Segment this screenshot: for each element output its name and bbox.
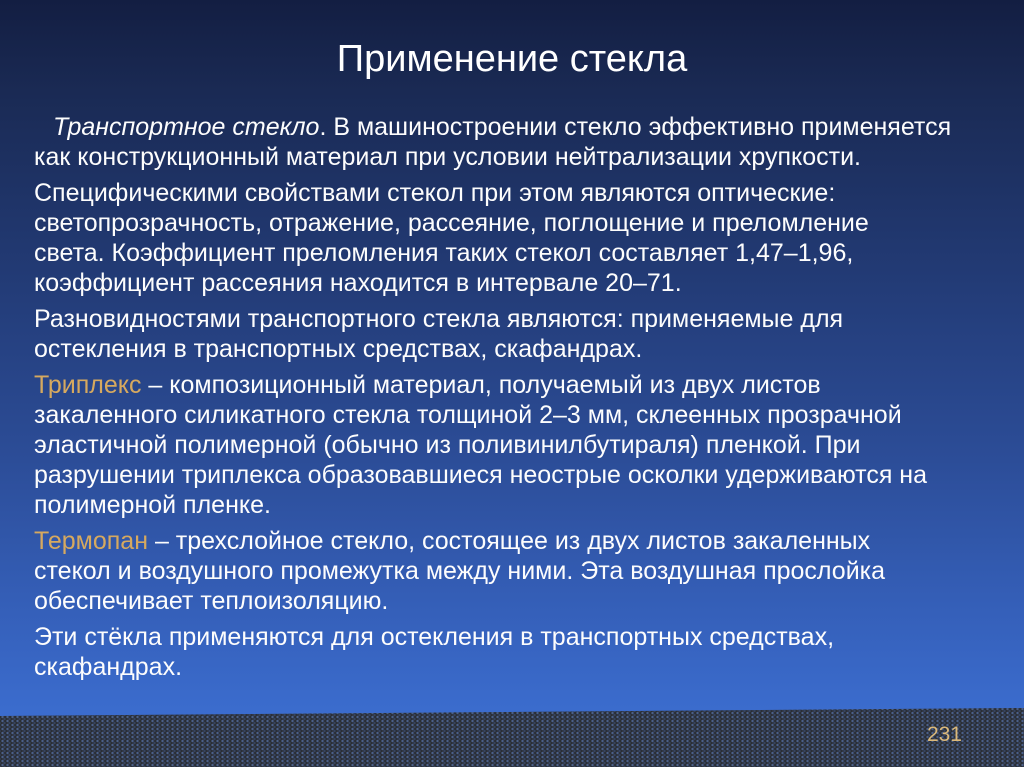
text-segment: – композиционный материал, получаемый из двух листов	[141, 371, 821, 399]
text-segment: стекол и воздушного промежутка между ними. Эта воздушная прослойка	[34, 557, 886, 585]
slide-title: Применение стекла	[336, 38, 688, 80]
text-segment: . В машиностроении стекло эффективно применяется	[319, 113, 952, 141]
text-line	[34, 334, 996, 364]
text-line	[34, 268, 996, 298]
text-segment: как конструкционный материал при условии нейтрализации хрупкости.	[34, 143, 862, 171]
text-segment: скафандрах.	[34, 653, 183, 681]
text-line	[34, 304, 996, 334]
text-line	[34, 238, 996, 268]
text-line	[34, 490, 996, 520]
text-line	[34, 556, 996, 586]
text-segment: Разновидностями транспортного стекла являются: применяемые для	[34, 305, 844, 333]
paragraph	[34, 622, 996, 682]
text-segment: Специфическими свойствами стекол при этом являются оптические:	[34, 179, 836, 207]
page-number: 231	[926, 723, 962, 746]
slide-body	[34, 112, 996, 688]
text-line	[34, 400, 996, 430]
text-line	[34, 178, 996, 208]
paragraph	[34, 370, 996, 520]
text-segment: обеспечивает теплоизоляцию.	[34, 587, 389, 615]
text-line	[34, 622, 996, 652]
text-line	[34, 112, 996, 142]
text-line	[34, 526, 996, 556]
text-line	[34, 586, 996, 616]
text-segment: коэффициент рассеяния находится в интервале 20–71.	[34, 269, 682, 297]
text-segment: Транспортное стекло	[53, 113, 320, 141]
text-line	[34, 460, 996, 490]
text-line	[34, 430, 996, 460]
text-line	[34, 208, 996, 238]
text-line	[34, 142, 996, 172]
text-segment: – трехслойное стекло, состоящее из двух листов закаленных	[148, 527, 871, 555]
text-segment: остекления в транспортных средствах, скафандрах.	[34, 335, 643, 363]
text-segment: светопрозрачность, отражение, рассеяние, поглощение и преломление	[34, 209, 869, 237]
text-segment: света. Коэффициент преломления таких стекол составляет 1,47–1,96,	[34, 239, 854, 267]
accent-term: Триплекс	[34, 371, 142, 399]
text-segment: закаленного силикатного стекла толщиной 2–3 мм, склеенных прозрачной	[34, 401, 902, 429]
accent-term: Термопан	[34, 527, 149, 555]
text-segment: Эти стёкла применяются для остекления в транспортных средствах,	[34, 623, 835, 651]
text-line	[34, 370, 996, 400]
paragraph	[34, 526, 996, 616]
paragraph	[34, 178, 996, 298]
paragraph	[34, 112, 996, 172]
paragraph	[34, 304, 996, 364]
text-segment: эластичной полимерной (обычно из поливинилбутираля) пленкой. При	[34, 431, 861, 459]
text-segment: разрушении триплекса образовавшиеся неострые осколки удерживаются на	[34, 461, 928, 489]
footer-bar	[0, 707, 1024, 767]
text-segment: полимерной пленке.	[34, 491, 271, 519]
text-line	[34, 652, 996, 682]
